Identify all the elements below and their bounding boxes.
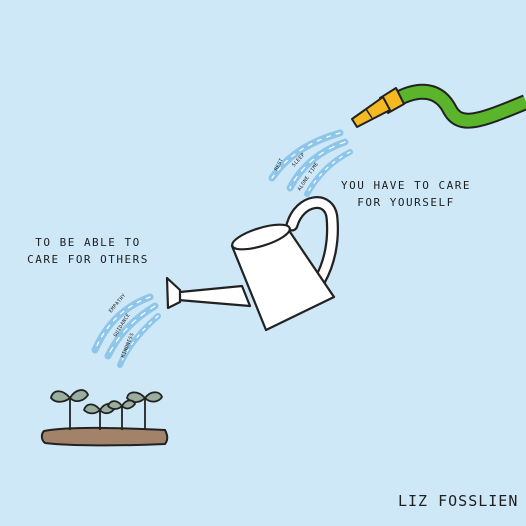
- caption-others-line-1: TO BE ABLE TO: [35, 236, 141, 249]
- garden-hose: [352, 88, 526, 127]
- seedling-1: [51, 390, 88, 430]
- caption-care-for-others: [20, 234, 156, 268]
- caption-others-line-2: CARE FOR OTHERS: [27, 253, 149, 266]
- can-word-empathy: EMPATHY: [107, 292, 128, 315]
- can-water-stream: [95, 293, 158, 365]
- caption-yourself-line-1: YOU HAVE TO CARE: [341, 179, 471, 192]
- seedling-4: [108, 400, 135, 430]
- soil-bed: [42, 428, 167, 446]
- seedlings: [51, 390, 162, 430]
- caption-care-for-yourself: [333, 177, 479, 211]
- hose-word-sleep: SLEEP: [291, 152, 307, 169]
- artist-signature: LIZ FOSSLIEN: [398, 492, 519, 510]
- hose-word-rest: REST: [273, 157, 285, 172]
- seedling-3: [127, 392, 162, 430]
- hose-word-alone-time: ALONE TIME: [296, 161, 321, 193]
- can-word-kindness: KINDNESS: [120, 331, 136, 359]
- watering-can: [167, 203, 334, 330]
- can-word-guidance: GUIDANCE: [112, 312, 132, 339]
- caption-yourself-line-2: FOR YOURSELF: [357, 196, 455, 209]
